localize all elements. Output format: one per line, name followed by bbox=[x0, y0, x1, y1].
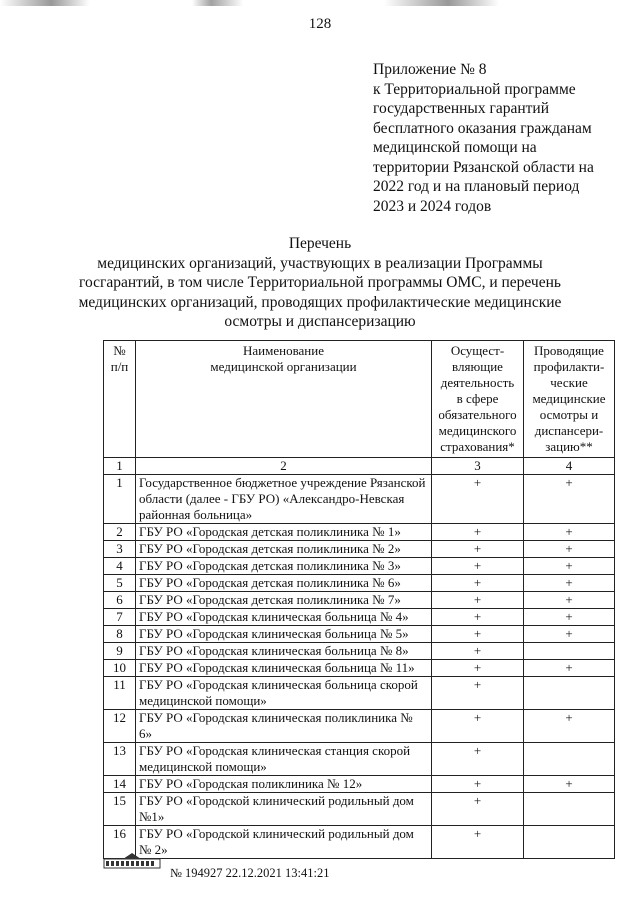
row-number: 9 bbox=[104, 643, 136, 660]
oms-mark: + bbox=[432, 524, 524, 541]
organization-name: ГБУ РО «Городская клиническая поликлиника № 6» bbox=[136, 710, 432, 743]
appendix-line: 2022 год и на плановый период bbox=[373, 178, 580, 195]
oms-mark: + bbox=[432, 710, 524, 743]
organization-name: ГБУ РО «Городская клиническая больница № 5» bbox=[136, 626, 432, 643]
organization-name: ГБУ РО «Городской клинический родильный дом № 2» bbox=[136, 826, 432, 859]
organization-name: ГБУ РО «Городская клиническая больница скорой медицинской помощи» bbox=[136, 677, 432, 710]
prof-mark: + bbox=[524, 541, 615, 558]
heading-line: госгарантий, в том числе Территориальной программы ОМС, и перечень bbox=[79, 274, 561, 291]
table-body bbox=[104, 475, 615, 859]
table-row bbox=[104, 660, 615, 677]
row-number: 1 bbox=[104, 475, 136, 524]
header-prof: Проводящие профилакти- ческие медицинские осмотры и диспансери- зацию** bbox=[524, 341, 615, 458]
oms-mark: + bbox=[432, 793, 524, 826]
row-number: 6 bbox=[104, 592, 136, 609]
document-system-logo bbox=[103, 852, 161, 870]
organization-name: ГБУ РО «Городская детская поликлиника № 3» bbox=[136, 558, 432, 575]
organization-name: ГБУ РО «Городская клиническая станция скорой медицинской помощи» bbox=[136, 743, 432, 776]
oms-mark: + bbox=[432, 660, 524, 677]
prof-mark: + bbox=[524, 660, 615, 677]
prof-mark bbox=[524, 743, 615, 776]
row-number: 4 bbox=[104, 558, 136, 575]
table-row bbox=[104, 541, 615, 558]
oms-mark: + bbox=[432, 677, 524, 710]
oms-mark: + bbox=[432, 743, 524, 776]
organization-name: ГБУ РО «Городская детская поликлиника № 1» bbox=[136, 524, 432, 541]
prof-mark: + bbox=[524, 710, 615, 743]
table-row bbox=[104, 793, 615, 826]
organization-name: ГБУ РО «Городская детская поликлиника № 2» bbox=[136, 541, 432, 558]
scan-top-edge bbox=[0, 0, 640, 6]
appendix-line: 2023 и 2024 годов bbox=[373, 197, 492, 215]
organization-name: ГБУ РО «Городская клиническая больница № 11» bbox=[136, 660, 432, 677]
table-row bbox=[104, 826, 615, 859]
prof-mark bbox=[524, 677, 615, 710]
appendix-line: территории Рязанской области на bbox=[373, 158, 594, 176]
appendix-block bbox=[373, 60, 623, 216]
oms-mark: + bbox=[432, 558, 524, 575]
row-number: 12 bbox=[104, 710, 136, 743]
column-number: 2 bbox=[136, 458, 432, 475]
document-stamp: № 194927 22.12.2021 13:41:21 bbox=[170, 866, 330, 880]
column-number-row bbox=[104, 458, 615, 475]
appendix-line: государственных гарантий bbox=[373, 100, 549, 117]
row-number: 7 bbox=[104, 609, 136, 626]
table-row bbox=[104, 626, 615, 643]
document-heading bbox=[0, 234, 640, 332]
prof-mark bbox=[524, 643, 615, 660]
table-row bbox=[104, 677, 615, 710]
row-number: 16 bbox=[104, 826, 136, 859]
column-number: 1 bbox=[104, 458, 136, 475]
organization-name: ГБУ РО «Городской клинический родильный дом №1» bbox=[136, 793, 432, 826]
appendix-line: медицинской помощи на bbox=[373, 139, 537, 156]
prof-mark: + bbox=[524, 592, 615, 609]
heading-title: Перечень bbox=[288, 235, 352, 252]
table-row bbox=[104, 776, 615, 793]
prof-mark: + bbox=[524, 609, 615, 626]
heading-line: медицинских организаций, участвующих в реализации Программы bbox=[97, 254, 543, 272]
oms-mark: + bbox=[432, 626, 524, 643]
row-number: 14 bbox=[104, 776, 136, 793]
appendix-line: Приложение № 8 bbox=[373, 61, 487, 78]
prof-mark: + bbox=[524, 475, 615, 524]
table-row bbox=[104, 524, 615, 541]
page-number: 128 bbox=[308, 16, 332, 32]
oms-mark: + bbox=[432, 776, 524, 793]
organizations-table bbox=[103, 340, 615, 859]
heading-line: осмотры и диспансеризацию bbox=[224, 313, 416, 330]
table-header-row bbox=[104, 341, 615, 458]
organization-name: ГБУ РО «Городская клиническая больница № 4» bbox=[136, 609, 432, 626]
row-number: 2 bbox=[104, 524, 136, 541]
row-number: 15 bbox=[104, 793, 136, 826]
row-number: 3 bbox=[104, 541, 136, 558]
prof-mark: + bbox=[524, 575, 615, 592]
table-row bbox=[104, 592, 615, 609]
organization-name: ГБУ РО «Городская детская поликлиника № 6» bbox=[136, 575, 432, 592]
appendix-line: к Территориальной программе bbox=[373, 80, 576, 98]
column-number: 3 bbox=[432, 458, 524, 475]
appendix-line: бесплатного оказания гражданам bbox=[373, 119, 592, 137]
table-row bbox=[104, 643, 615, 660]
row-number: 8 bbox=[104, 626, 136, 643]
organization-name: ГБУ РО «Городская клиническая больница № 8» bbox=[136, 643, 432, 660]
prof-mark: + bbox=[524, 776, 615, 793]
table-row bbox=[104, 575, 615, 592]
row-number: 10 bbox=[104, 660, 136, 677]
prof-mark bbox=[524, 793, 615, 826]
table-row bbox=[104, 475, 615, 524]
prof-mark: + bbox=[524, 626, 615, 643]
prof-mark: + bbox=[524, 558, 615, 575]
table-row bbox=[104, 743, 615, 776]
table-row bbox=[104, 710, 615, 743]
organization-name: ГБУ РО «Городская поликлиника № 12» bbox=[136, 776, 432, 793]
table-row bbox=[104, 609, 615, 626]
prof-mark bbox=[524, 826, 615, 859]
table-row bbox=[104, 558, 615, 575]
oms-mark: + bbox=[432, 575, 524, 592]
prof-mark: + bbox=[524, 524, 615, 541]
oms-mark: + bbox=[432, 592, 524, 609]
row-number: 5 bbox=[104, 575, 136, 592]
header-name: Наименование медицинской организации bbox=[136, 341, 432, 458]
header-oms: Осущест- вляющие деятельность в сфере обязательного медицинского страхования* bbox=[432, 341, 524, 458]
column-number: 4 bbox=[524, 458, 615, 475]
oms-mark: + bbox=[432, 609, 524, 626]
oms-mark: + bbox=[432, 643, 524, 660]
organization-name: Государственное бюджетное учреждение Рязанской области (далее - ГБУ РО) «Александро-Невская районная больница» bbox=[136, 475, 432, 524]
oms-mark: + bbox=[432, 541, 524, 558]
row-number: 13 bbox=[104, 743, 136, 776]
oms-mark: + bbox=[432, 475, 524, 524]
heading-line: медицинских организаций, проводящих профилактические медицинские bbox=[78, 293, 562, 311]
header-num: № п/п bbox=[104, 341, 136, 458]
organization-name: ГБУ РО «Городская детская поликлиника № 7» bbox=[136, 592, 432, 609]
row-number: 11 bbox=[104, 677, 136, 710]
oms-mark: + bbox=[432, 826, 524, 859]
